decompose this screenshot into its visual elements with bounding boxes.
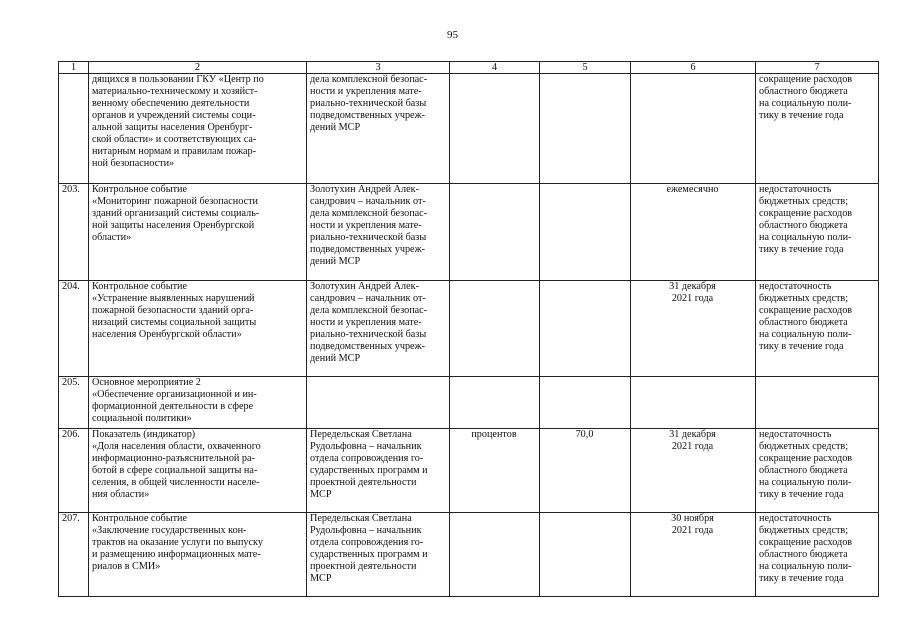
value-cell — [540, 429, 631, 513]
responsible-cell — [307, 429, 450, 513]
deadline-cell-text: 31 декабря 2021 года — [669, 281, 716, 304]
column-header: 4 — [450, 62, 540, 74]
event-cell-text: Показатель (индикатор) «Доля населения области, охваченного информационно-разъяснительной ра- ботой в сфере социальной защиты на- селения, в общей численности населе- ния области» — [92, 429, 261, 500]
value-cell — [540, 377, 631, 429]
risks-cell — [756, 429, 879, 513]
responsible-cell-text: дела комплексной безопас- ности и укрепления мате- риально-технической базы подведомственных учреж- дений МСР — [310, 74, 428, 133]
unit-cell — [450, 513, 540, 597]
value-cell-text: 70,0 — [575, 429, 594, 440]
unit-cell — [450, 74, 540, 184]
risks-cell-text: недостаточность бюджетных средств; сокращение расходов областного бюджета на социальную поли- тику в течение года — [759, 513, 853, 584]
deadline-cell-text: 31 декабря 2021 года — [669, 429, 716, 452]
deadline-cell — [631, 429, 756, 513]
deadline-cell-text: 30 ноября 2021 года — [671, 513, 714, 536]
risks-cell-text: недостаточность бюджетных средств; сокращение расходов областного бюджета на социальную поли- тику в течение года — [759, 429, 853, 500]
table-row — [59, 74, 879, 184]
deadline-cell — [631, 281, 756, 377]
row-number-text: 205. — [62, 377, 80, 388]
row-number — [59, 429, 89, 513]
row-number — [59, 74, 89, 184]
column-header: 3 — [307, 62, 450, 74]
risks-cell-text: сокращение расходов областного бюджета на социальную поли- тику в течение года — [759, 74, 853, 121]
table-row — [59, 281, 879, 377]
responsible-cell — [307, 377, 450, 429]
deadline-cell-text: ежемесячно — [666, 184, 719, 195]
event-cell-text: Основное мероприятие 2 «Обеспечение организационной и ин- формационной деятельности в сфере социальной политики» — [92, 377, 257, 424]
deadline-cell — [631, 74, 756, 184]
event-cell — [89, 281, 307, 377]
event-cell-text: Контрольное событие «Заключение государственных кон- трактов на оказание услуги по выпуску и размещению информационных мате- риалов в СМИ» — [92, 513, 263, 572]
risks-cell-text: недостаточность бюджетных средств; сокращение расходов областного бюджета на социальную поли- тику в течение года — [759, 184, 853, 255]
event-cell — [89, 377, 307, 429]
risks-cell — [756, 184, 879, 281]
risks-cell — [756, 281, 879, 377]
page-number: 95 — [447, 29, 458, 41]
table-row — [59, 513, 879, 597]
responsible-cell — [307, 184, 450, 281]
deadline-cell — [631, 513, 756, 597]
table-row — [59, 377, 879, 429]
column-header: 7 — [756, 62, 879, 74]
responsible-cell — [307, 74, 450, 184]
row-number-text: 207. — [62, 513, 80, 524]
row-number-text: 206. — [62, 429, 80, 440]
value-cell — [540, 74, 631, 184]
row-number-text: 204. — [62, 281, 80, 292]
event-cell — [89, 184, 307, 281]
risks-cell — [756, 74, 879, 184]
unit-cell — [450, 184, 540, 281]
column-number-row — [59, 62, 879, 74]
event-cell — [89, 429, 307, 513]
row-number — [59, 513, 89, 597]
risks-cell — [756, 377, 879, 429]
column-header: 6 — [631, 62, 756, 74]
deadline-cell — [631, 377, 756, 429]
event-cell-text: Контрольное событие «Устранение выявленных нарушений пожарной безопасности зданий орга- низаций системы социальной защиты населения Оренбургской области» — [92, 281, 257, 340]
event-cell-text: дящихся в пользовании ГКУ «Центр по материально-техническому и хозяйст- венному обеспечению деятельности органов и учреждений системы соци- альной защиты населения Оренбург- ской области» и соответствующих са- нитарным нормам и правилам пожар- ной безопасности» — [92, 74, 264, 169]
row-number — [59, 281, 89, 377]
column-header: 5 — [540, 62, 631, 74]
unit-cell — [450, 281, 540, 377]
row-number — [59, 184, 89, 281]
event-cell — [89, 74, 307, 184]
responsible-cell-text: Передельская Светлана Рудольфовна – начальник отдела сопровождения го- сударственных программ и проектной деятельности МСР — [310, 513, 428, 584]
table-row — [59, 184, 879, 281]
risks-cell-text: недостаточность бюджетных средств; сокращение расходов областного бюджета на социальную поли- тику в течение года — [759, 281, 853, 352]
row-number — [59, 377, 89, 429]
unit-cell-text: процентов — [471, 429, 517, 440]
unit-cell — [450, 377, 540, 429]
column-header: 1 — [59, 62, 89, 74]
responsible-cell-text: Золотухин Андрей Алек- сандрович – начальник от- дела комплексной безопас- ности и укрепления мате- риально-технической базы подведомственных учреж- дений МСР — [310, 281, 428, 364]
responsible-cell — [307, 513, 450, 597]
event-cell-text: Контрольное событие «Мониторинг пожарной безопасности зданий организаций системы социаль- ной защиты населения Оренбургской области» — [92, 184, 260, 243]
responsible-cell-text: Золотухин Андрей Алек- сандрович – начальник от- дела комплексной безопас- ности и укрепления мате- риально-технической базы подведомственных учреж- дений МСР — [310, 184, 428, 267]
unit-cell — [450, 429, 540, 513]
table-row — [59, 429, 879, 513]
value-cell — [540, 281, 631, 377]
plan-table — [58, 61, 879, 597]
responsible-cell — [307, 281, 450, 377]
value-cell — [540, 184, 631, 281]
event-cell — [89, 513, 307, 597]
column-header: 2 — [89, 62, 307, 74]
value-cell — [540, 513, 631, 597]
risks-cell — [756, 513, 879, 597]
responsible-cell-text: Передельская Светлана Рудольфовна – начальник отдела сопровождения го- сударственных программ и проектной деятельности МСР — [310, 429, 428, 500]
row-number-text: 203. — [62, 184, 80, 195]
deadline-cell — [631, 184, 756, 281]
